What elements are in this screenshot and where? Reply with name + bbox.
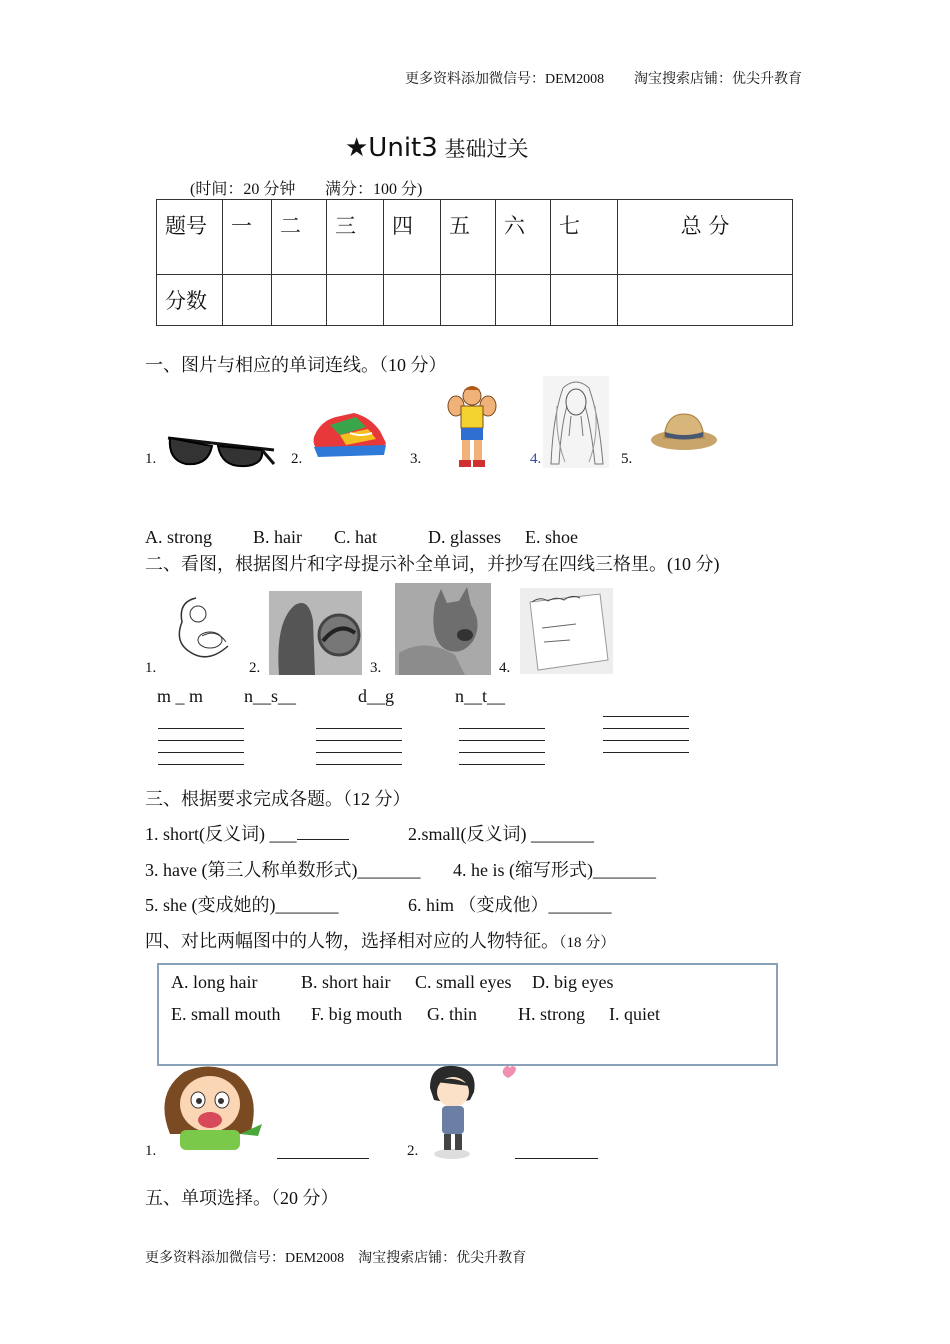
title-unit: ★Unit3: [345, 133, 438, 163]
s3-q1[interactable]: [145, 820, 349, 846]
boy-character-picture: [420, 1064, 516, 1160]
score-cell[interactable]: [384, 275, 441, 326]
score-cell[interactable]: [272, 275, 327, 326]
s3-q2[interactable]: 2.small(反义词) _______: [408, 824, 594, 844]
score-header-cell: 总 分: [618, 200, 793, 275]
section1-title: 一、图片与相应的单词连线。（10 分）: [145, 355, 447, 375]
s2-word-3: d__g: [358, 686, 394, 706]
score-header-cell: 三: [327, 200, 384, 275]
feature-g: G. thin: [427, 1004, 478, 1024]
score-cell[interactable]: [327, 275, 384, 326]
s1-num-4: 4.: [530, 451, 542, 467]
s2-word-1: m _ m: [157, 686, 204, 706]
feature-a: A. long hair: [171, 972, 258, 992]
mother-baby-picture: [168, 592, 234, 666]
s4-num-1: 1.: [145, 1143, 157, 1159]
strong-man-picture: [446, 382, 498, 468]
s3-q5[interactable]: 5. she (变成她的)_______: [145, 895, 339, 915]
title-cn: 基础过关: [437, 137, 529, 161]
feature-b: B. short hair: [301, 972, 391, 992]
section4-score: （18 分）: [559, 935, 616, 951]
section4-title: [145, 927, 615, 953]
s4-num-2: 2.: [407, 1143, 419, 1159]
s3-q1-text: 1. short(反义词) ___: [145, 824, 297, 844]
s2-num-4: 4.: [499, 660, 511, 676]
s1-num-3: 3.: [410, 451, 422, 467]
score-header-cell: 五: [441, 200, 496, 275]
s1-option-e: E. shoe: [525, 527, 578, 547]
feature-c: C. small eyes: [415, 972, 512, 992]
header-shop: 淘宝搜索店铺：优尖升教育: [634, 72, 802, 87]
feature-e: E. small mouth: [171, 1004, 281, 1024]
s1-option-b: B. hair: [253, 527, 302, 547]
footer: 更多资料添加微信号：DEM2008 淘宝搜索店铺：优尖升教育: [145, 1251, 527, 1266]
score-header-cell: 一: [223, 200, 272, 275]
hat-picture: [650, 408, 718, 452]
nose-picture: [269, 591, 362, 675]
s4-answer-1[interactable]: [277, 1158, 369, 1159]
s3-q1-blank[interactable]: [297, 839, 349, 840]
score-header-cell: 六: [496, 200, 551, 275]
glasses-picture: [166, 430, 276, 472]
four-line-grid-3[interactable]: [459, 728, 545, 776]
s2-word-2: n__s__: [244, 686, 297, 706]
section2-title: 二、看图，根据图片和字母提示补全单词，并抄写在四线三格里。(10 分): [145, 554, 720, 574]
section3-title: 三、根据要求完成各题。（12 分）: [145, 789, 411, 809]
score-header-cell: 七: [551, 200, 618, 275]
score-table: [156, 199, 793, 326]
s4-answer-2[interactable]: [515, 1158, 598, 1159]
shoe-picture: [310, 403, 390, 463]
score-header-cell: 四: [384, 200, 441, 275]
s3-q6[interactable]: 6. him （变成他）_______: [408, 895, 612, 915]
section4-title-text: 四、对比两幅图中的人物，选择相对应的人物特征。: [145, 931, 559, 951]
s2-num-1: 1.: [145, 660, 157, 676]
score-row-label: 分数: [157, 275, 223, 326]
s3-q4[interactable]: 4. he is (缩写形式)_______: [453, 860, 656, 880]
page-title: [345, 133, 528, 163]
s1-option-d: D. glasses: [428, 527, 501, 547]
score-cell[interactable]: [618, 275, 793, 326]
score-cell[interactable]: [551, 275, 618, 326]
s2-num-3: 3.: [370, 660, 382, 676]
s1-num-5: 5.: [621, 451, 633, 467]
long-hair-girl-picture: [543, 376, 609, 468]
notebook-picture: [520, 588, 613, 674]
s1-option-a: A. strong: [145, 527, 212, 547]
feature-h: H. strong: [518, 1004, 585, 1024]
four-line-grid-2[interactable]: [316, 728, 402, 776]
four-line-grid-4[interactable]: [603, 716, 689, 764]
s2-num-2: 2.: [249, 660, 261, 676]
s2-word-4: n__t__: [455, 686, 506, 706]
s1-option-c: C. hat: [334, 527, 377, 547]
score-header-cell: 二: [272, 200, 327, 275]
score-cell[interactable]: [223, 275, 272, 326]
s1-num-2: 2.: [291, 451, 303, 467]
s1-num-1: 1.: [145, 451, 157, 467]
score-cell[interactable]: [496, 275, 551, 326]
feature-d: D. big eyes: [532, 972, 614, 992]
score-header-cell: 题号: [157, 200, 223, 275]
dog-picture: [395, 583, 491, 675]
full-score-info: 满分：100 分): [325, 181, 423, 198]
four-line-grid-1[interactable]: [158, 728, 244, 776]
feature-i: I. quiet: [609, 1004, 660, 1024]
s3-q3[interactable]: 3. have (第三人称单数形式)_______: [145, 860, 421, 880]
girl-character-picture: [154, 1064, 266, 1150]
score-cell[interactable]: [441, 275, 496, 326]
header-wechat: 更多资料添加微信号：DEM2008: [405, 72, 605, 87]
time-info: (时间：20 分钟: [190, 181, 296, 198]
feature-f: F. big mouth: [311, 1004, 403, 1024]
section5-title: 五、单项选择。（20 分）: [145, 1188, 339, 1208]
